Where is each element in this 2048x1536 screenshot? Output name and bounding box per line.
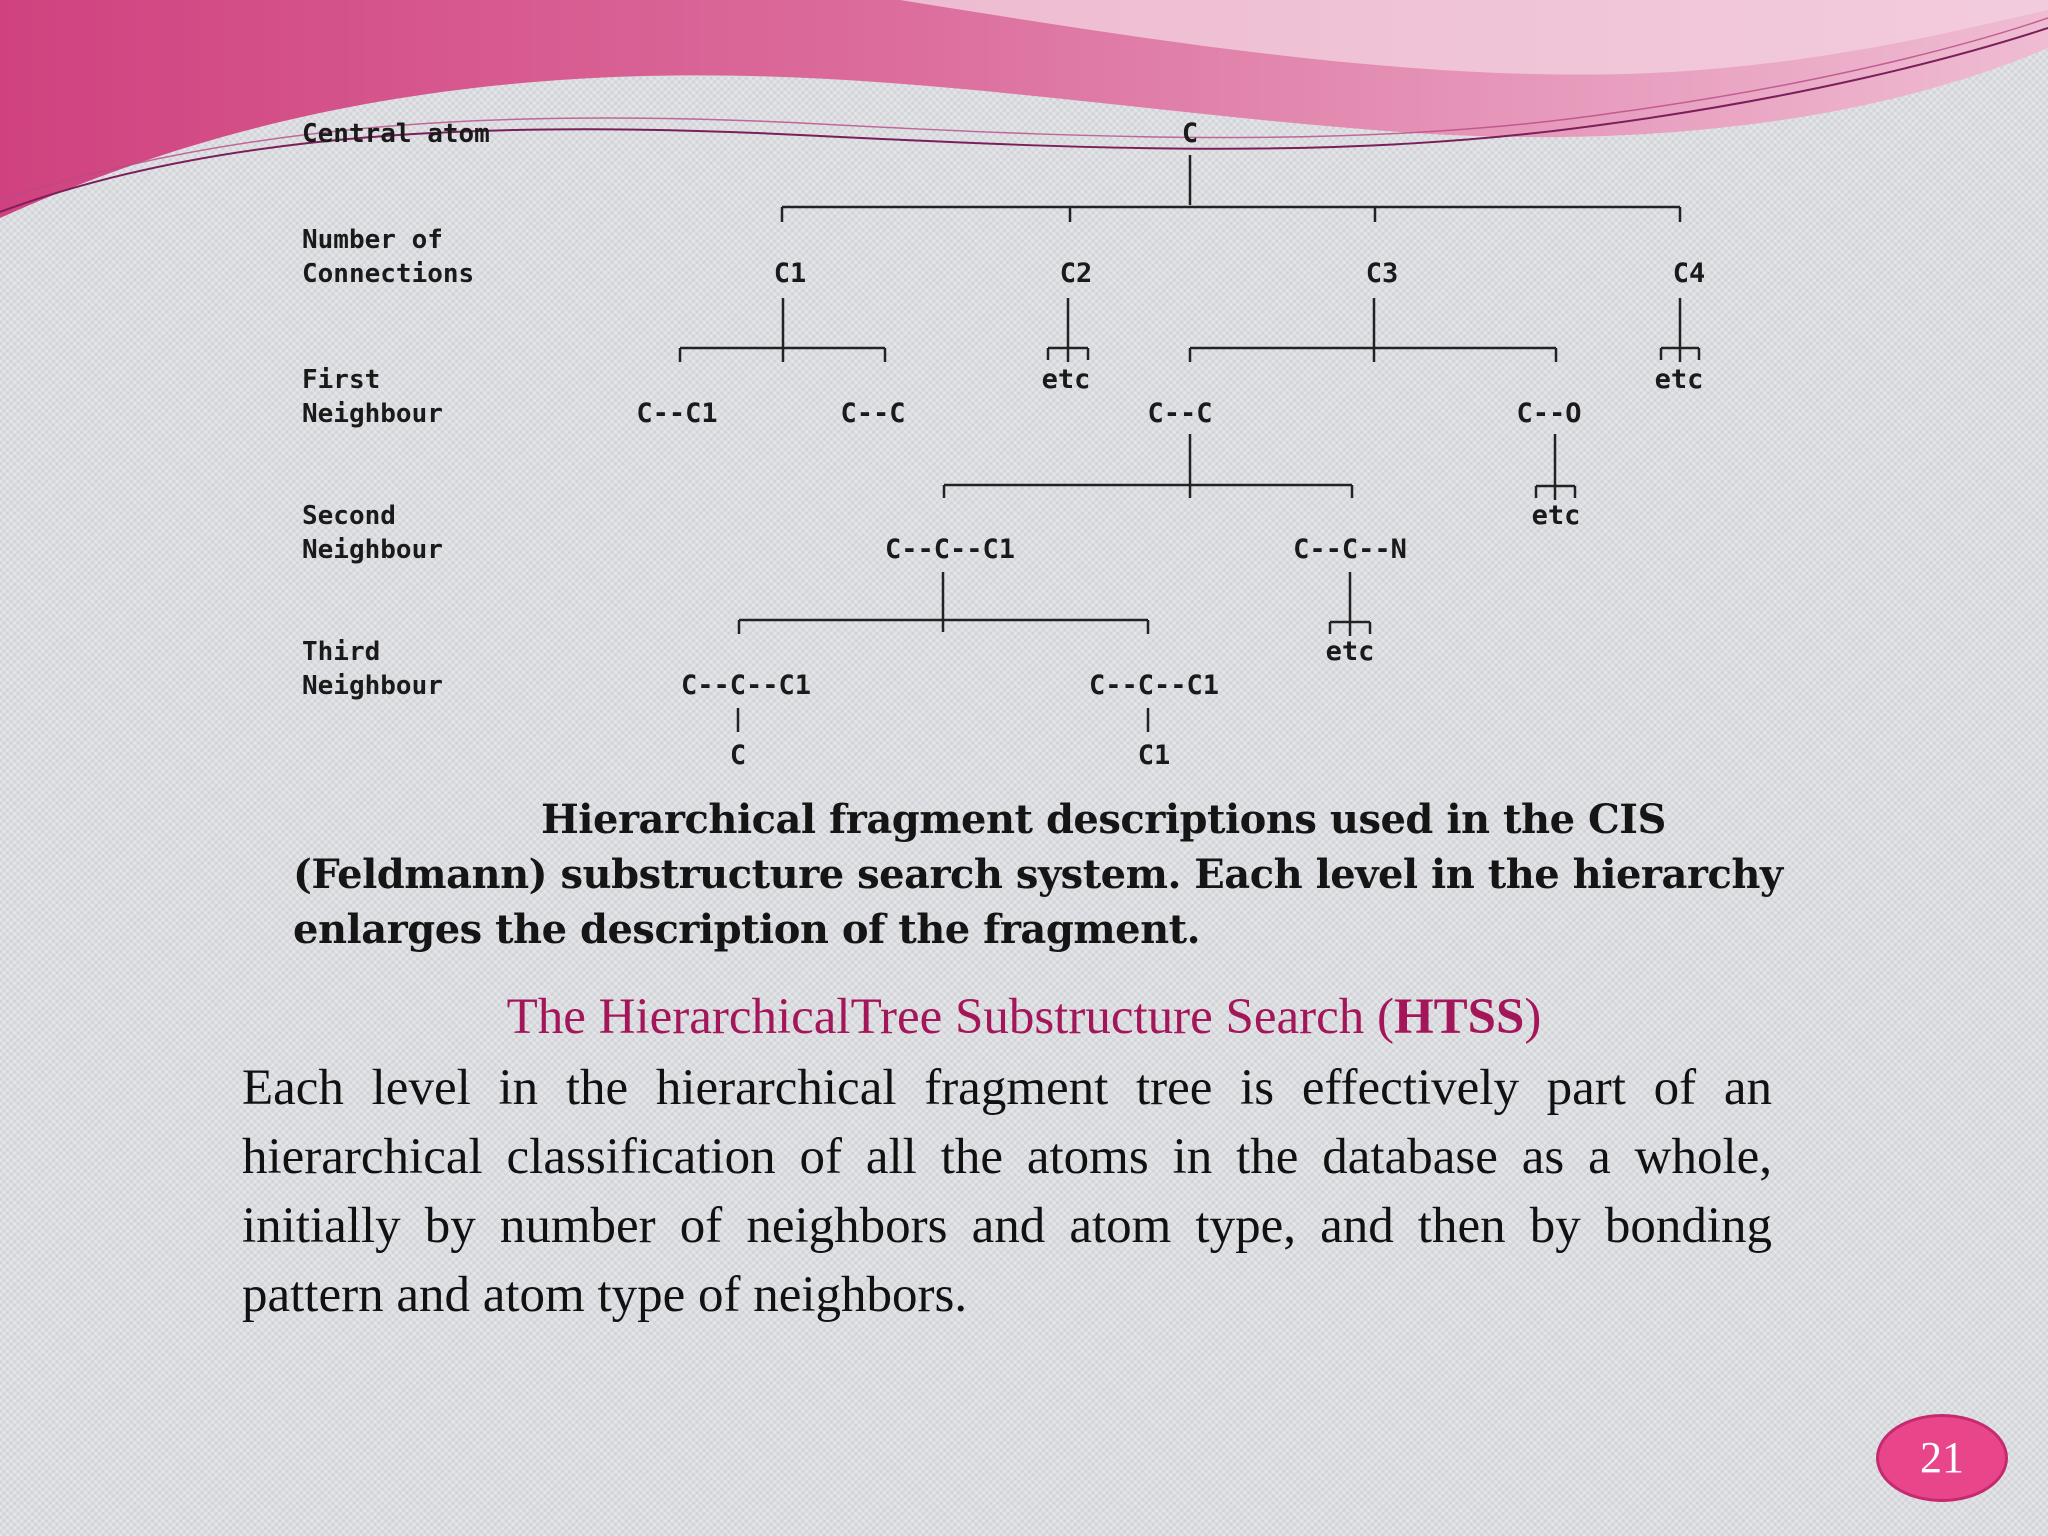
tree-node-second-c-c-cl: C--C--C1 — [884, 534, 1016, 565]
subtitle-text: The HierarchicalTree Substructure Search ( — [506, 989, 1394, 1045]
tree-node-first-c-cl: C--C1 — [636, 398, 718, 429]
tree-node-c1: C1 — [773, 258, 807, 289]
level-label-first-neighbour: Neighbour — [302, 399, 443, 429]
tree-node-etc: etc — [1531, 500, 1581, 531]
level-label-connections: Number of — [302, 225, 443, 255]
tree-node-third-c-c-cl: C--C--C1 — [1088, 670, 1220, 701]
tree-node-root: C — [1181, 118, 1199, 149]
tree-node-c3: C3 — [1365, 258, 1399, 289]
level-label-connections: Connections — [302, 259, 475, 289]
level-label-first-neighbour: First — [302, 365, 381, 395]
tree-connector-lines — [680, 155, 1699, 732]
tree-node-third-sub-c: C — [729, 740, 747, 771]
level-label-central-atom: Central atom — [302, 119, 490, 149]
caption-line: (Feldmann) substructure search system. Each level in the hierarchy — [293, 851, 1783, 898]
tree-node-first-c-o: C--O — [1516, 398, 1582, 429]
tree-node-third-sub-cl: C1 — [1137, 740, 1171, 771]
tree-node-first-c-c: C--C — [840, 398, 906, 429]
diagram-caption — [293, 792, 1783, 957]
page-number-badge: 21 — [1876, 1414, 2008, 1502]
tree-node-etc: etc — [1325, 636, 1375, 667]
tree-node-etc: etc — [1041, 364, 1091, 395]
tree-node-second-c-c-n: C--C--N — [1293, 534, 1407, 565]
level-label-third-neighbour: Third — [302, 637, 381, 667]
caption-line: enlarges the description of the fragment. — [293, 906, 1201, 953]
subtitle-close: ) — [1524, 989, 1542, 1045]
level-label-second-neighbour: Neighbour — [302, 535, 443, 565]
slide-subtitle — [0, 988, 2048, 1046]
subtitle-acronym: HTSS — [1394, 989, 1525, 1045]
tree-node-c2: C2 — [1059, 258, 1093, 289]
level-label-second-neighbour: Second — [302, 501, 396, 531]
slide-body-text: Each level in the hierarchical fragment tree is effectively part of an hierarchical classification of all the atoms in the database as a whole, initially by number of neighbors and atom type, and then by bonding pattern and atom type of neighbors. — [242, 1060, 1772, 1323]
level-label-third-neighbour: Neighbour — [302, 671, 443, 701]
tree-node-c4: C4 — [1672, 258, 1706, 289]
caption-line: Hierarchical fragment descriptions used in the CIS — [541, 796, 1666, 843]
tree-node-third-c-c-cl: C--C--C1 — [680, 670, 812, 701]
tree-node-etc: etc — [1654, 364, 1704, 395]
tree-node-first-c-c: C--C — [1147, 398, 1213, 429]
